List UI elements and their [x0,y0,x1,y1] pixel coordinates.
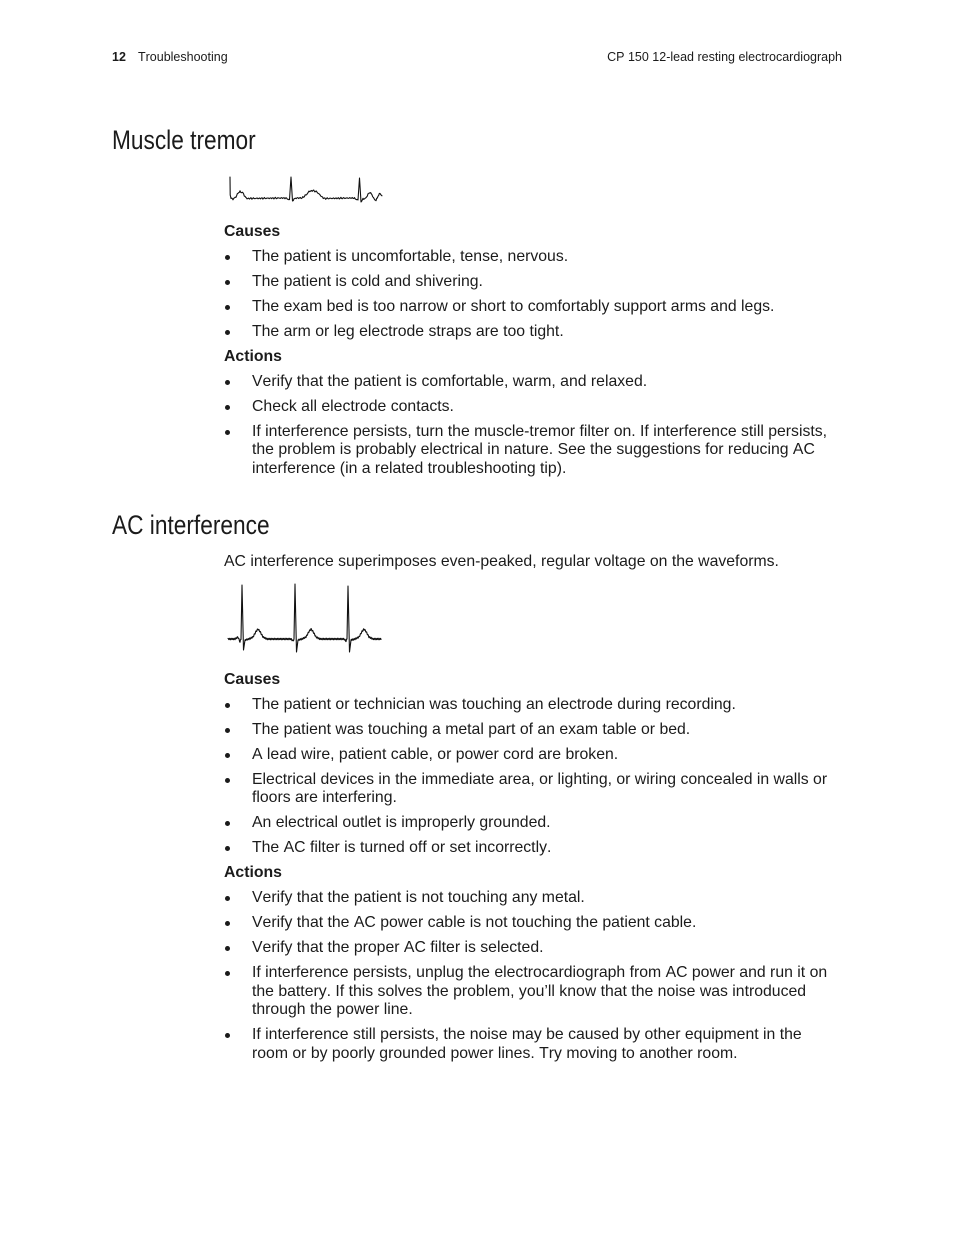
list-item-text: Check all electrode contacts. [252,397,454,415]
list-item [224,373,842,392]
actions-list [224,889,842,1063]
ecg-trace-line [230,177,382,202]
bullet [225,305,230,310]
actions-list [224,373,842,479]
list-item [224,814,842,833]
bullet [225,380,230,385]
ecg-trace-line [228,584,381,652]
list-item-text: If interference persists, turn the muscle-tremor filter on. If interference still persists, the problem is probably electrical in nature. See the suggestions for reducing AC interference (in a related troubleshooting tip). [252,422,828,478]
bullet [225,846,230,851]
bullet [225,255,230,260]
list-item [224,939,842,958]
bullet [225,946,230,951]
list-item [224,298,842,317]
section-heading-ac-interference: AC interference [112,510,270,540]
section-heading-muscle-tremor: Muscle tremor [112,125,256,155]
list-item [224,1026,842,1063]
list-item-text: The patient is uncomfortable, tense, nervous. [252,247,569,265]
bullet [225,821,230,826]
list-item [224,423,842,479]
list-item-text: The patient or technician was touching an electrode during recording. [252,695,736,713]
list-item [224,248,842,267]
bullet [225,728,230,733]
list-item [224,889,842,908]
list-item-text: Electrical devices in the immediate area, or lighting, or wiring concealed in walls or floors are interfering. [252,770,828,807]
list-item [224,839,842,858]
running-header [0,49,954,65]
list-item [224,721,842,740]
page-number: 12 [112,50,126,64]
causes-heading: Causes [224,223,281,240]
list-item [224,771,842,808]
actions-heading: Actions [224,347,282,365]
list-item-text: If interference still persists, the noise may be caused by other equipment in the room or by poorly grounded power lines. Try moving to another room. [252,1026,802,1062]
list-item-text: The AC filter is turned off or set incorrectly. [252,839,552,857]
bullet [225,971,230,976]
list-item [224,398,842,417]
running-document-title: CP 150 12-lead resting electrocardiograph [607,50,842,64]
bullet [225,405,230,410]
list-item-text: Verify that the patient is not touching any metal. [252,889,585,907]
bullet [225,1033,230,1038]
list-item-text: Verify that the patient is comfortable, warm, and relaxed. [252,372,648,390]
list-item [224,914,842,933]
section-intro: AC interference superimposes even-peaked, regular voltage on the waveforms. [224,553,779,570]
list-item-text: The exam bed is too narrow or short to comfortably support arms and legs. [252,297,775,315]
list-item-text: Verify that the proper AC filter is selected. [252,939,544,957]
causes-heading: Causes [224,670,281,688]
bullet [225,896,230,901]
ac-interference-ecg-trace [227,582,383,656]
list-item-text: If interference persists, unplug the electrocardiograph from AC power and run it on the battery. If this solves the problem, you’ll know that the noise was introduced through the power line. [252,964,828,1019]
list-item [224,323,842,342]
section-body [224,671,842,1064]
bullet [225,921,230,926]
list-item-text: An electrical outlet is improperly grounded. [252,814,551,832]
list-item [224,696,842,715]
bullet [225,703,230,708]
bullet [225,430,230,435]
causes-list [224,696,842,858]
section-body [224,223,842,479]
actions-heading: Actions [224,864,282,882]
section-ac-interference [112,510,842,1070]
muscle-tremor-ecg-trace [227,174,383,206]
list-item [224,746,842,765]
bullet [225,753,230,758]
bullet [225,280,230,285]
list-item-text: The patient is cold and shivering. [252,272,483,290]
list-item-text: The patient was touching a metal part of an exam table or bed. [252,720,691,738]
causes-list [224,248,842,342]
list-item [224,964,842,1020]
list-item [224,273,842,292]
bullet [225,778,230,783]
list-item-text: A lead wire, patient cable, or power cord are broken. [252,745,619,763]
bullet [225,330,230,335]
list-item-text: Verify that the AC power cable is not touching the patient cable. [252,914,697,932]
list-item-text: The arm or leg electrode straps are too tight. [252,322,564,340]
running-section-title: Troubleshooting [138,50,228,64]
section-muscle-tremor [112,125,842,485]
